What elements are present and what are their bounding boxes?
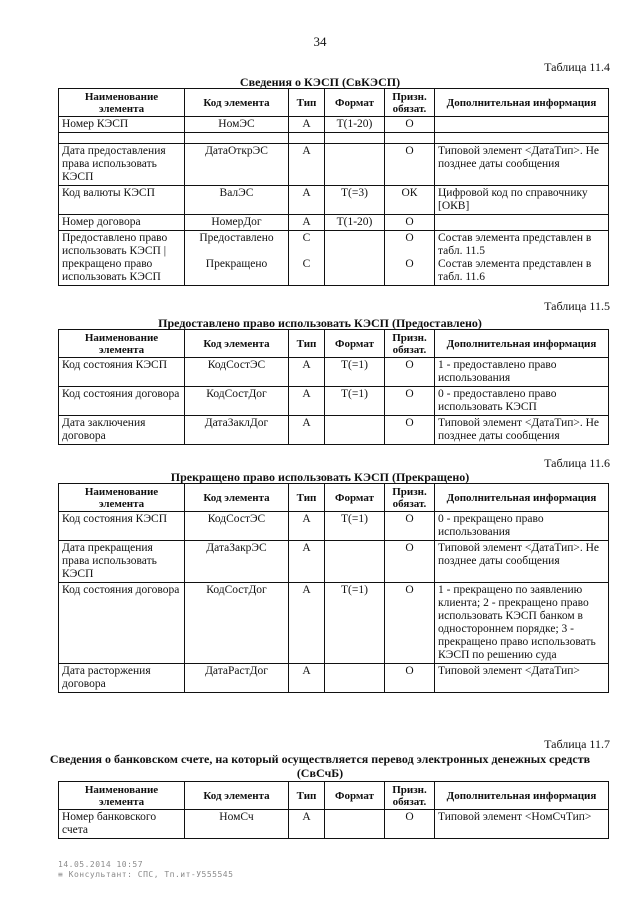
cell-code: ДатаЗаклДог xyxy=(185,416,289,445)
cell-required: О xyxy=(385,358,435,387)
cell-code: ДатаОткрЭС xyxy=(185,144,289,186)
cell-info: Типовой элемент <НомСчТип> xyxy=(435,810,609,839)
cell-code-choice xyxy=(185,231,289,286)
cell-info xyxy=(435,215,609,231)
cell-info xyxy=(435,117,609,133)
header-code: Код элемента xyxy=(185,782,289,810)
cell-type: А xyxy=(289,215,325,231)
cell-code: КодСостДог xyxy=(185,583,289,664)
cell-code: НомерДог xyxy=(185,215,289,231)
cell-name: Код состояния КЭСП xyxy=(59,512,185,541)
table-row xyxy=(59,186,609,215)
cell-type: А xyxy=(289,810,325,839)
header-info: Дополнительная информация xyxy=(435,782,609,810)
choice-required-1: О xyxy=(405,232,414,244)
choice-info-2: Состав элемента представлен в табл. 11.6 xyxy=(438,258,592,283)
table-row xyxy=(59,416,609,445)
cell-type: А xyxy=(289,387,325,416)
cell-format: Т(1-20) xyxy=(325,117,385,133)
cell-format: Т(=1) xyxy=(325,358,385,387)
cell-required: ОК xyxy=(385,186,435,215)
cell-format: Т(1-20) xyxy=(325,215,385,231)
table-row-choice xyxy=(59,231,609,286)
header-name: Наименование элемента xyxy=(59,330,185,358)
cell-type: А xyxy=(289,664,325,693)
table-row xyxy=(59,387,609,416)
cell-name: Номер КЭСП xyxy=(59,117,185,133)
cell-name: Номер договора xyxy=(59,215,185,231)
cell-format xyxy=(325,541,385,583)
header-type: Тип xyxy=(289,484,325,512)
table-row xyxy=(59,144,609,186)
cell-code: КодСостЭС xyxy=(185,358,289,387)
cell-name: Дата расторжения договора xyxy=(59,664,185,693)
cell-required: О xyxy=(385,117,435,133)
cell-required: О xyxy=(385,664,435,693)
table-11-6-label: Таблица 11.6 xyxy=(544,456,610,470)
table-row xyxy=(59,358,609,387)
cell-format xyxy=(325,416,385,445)
header-type: Тип xyxy=(289,89,325,117)
choice-type-1: С xyxy=(302,232,311,244)
header-format: Формат xyxy=(325,782,385,810)
cell-format: Т(=1) xyxy=(325,512,385,541)
choice-code-1: Предоставлено xyxy=(199,232,274,244)
header-code: Код элемента xyxy=(185,89,289,117)
cell-code: НомЭС xyxy=(185,117,289,133)
cell-name: Номер банковского счета xyxy=(59,810,185,839)
cell-required: О xyxy=(385,215,435,231)
cell-format: Т(=1) xyxy=(325,583,385,664)
table-row xyxy=(59,133,609,144)
cell-name: Дата прекращения права использовать КЭСП xyxy=(59,541,185,583)
header-type: Тип xyxy=(289,782,325,810)
header-code: Код элемента xyxy=(185,484,289,512)
header-required: Призн. обязат. xyxy=(385,782,435,810)
header-info: Дополнительная информация xyxy=(435,330,609,358)
choice-info-1: Состав элемента представлен в табл. 11.5 xyxy=(438,232,592,257)
table-11-6-title: Прекращено право использовать КЭСП (Прекращено) xyxy=(170,470,470,484)
cell-required: О xyxy=(385,512,435,541)
print-stamp xyxy=(58,860,233,880)
table-row xyxy=(59,512,609,541)
cell-name: Дата предоставления права использовать КЭСП xyxy=(59,144,185,186)
table-11-7 xyxy=(58,781,609,839)
table-11-5 xyxy=(58,329,609,445)
cell-required: О xyxy=(385,416,435,445)
table-11-5-title: Предоставлено право использовать КЭСП (Предоставлено) xyxy=(158,316,482,330)
print-stamp-line-1: 14.05.2014 10:57 xyxy=(58,860,144,869)
cell-code: НомСч xyxy=(185,810,289,839)
cell-type: А xyxy=(289,186,325,215)
table-11-4-label: Таблица 11.4 xyxy=(544,60,610,74)
cell-type: А xyxy=(289,144,325,186)
cell-format: Т(=3) xyxy=(325,186,385,215)
header-required: Призн. обязат. xyxy=(385,484,435,512)
cell-type: А xyxy=(289,541,325,583)
choice-required-2: О xyxy=(405,258,414,270)
cell-type: А xyxy=(289,583,325,664)
table-11-4-title: Сведения о КЭСП (СвКЭСП) xyxy=(239,75,401,89)
cell-type: А xyxy=(289,358,325,387)
table-row xyxy=(59,541,609,583)
cell-info: 0 - прекращено право использования xyxy=(435,512,609,541)
table-11-4 xyxy=(58,88,609,286)
header-format: Формат xyxy=(325,330,385,358)
header-code: Код элемента xyxy=(185,330,289,358)
cell-required: О xyxy=(385,583,435,664)
cell-required: О xyxy=(385,144,435,186)
cell-code: ВалЭС xyxy=(185,186,289,215)
header-required: Призн. обязат. xyxy=(385,89,435,117)
table-row xyxy=(59,117,609,133)
header-info: Дополнительная информация xyxy=(435,89,609,117)
header-format: Формат xyxy=(325,89,385,117)
cell-required: О xyxy=(385,810,435,839)
cell-code: КодСостДог xyxy=(185,387,289,416)
table-11-6 xyxy=(58,483,609,693)
table-row xyxy=(59,215,609,231)
table-row xyxy=(59,810,609,839)
header-name: Наименование элемента xyxy=(59,89,185,117)
header-required: Призн. обязат. xyxy=(385,330,435,358)
table-row xyxy=(59,583,609,664)
cell-format: Т(=1) xyxy=(325,387,385,416)
cell-info: Типовой элемент <ДатаТип>. Не позднее даты сообщения xyxy=(435,144,609,186)
cell-name: Код состояния КЭСП xyxy=(59,358,185,387)
cell-name: Дата заключения договора xyxy=(59,416,185,445)
cell-format xyxy=(325,231,385,286)
cell-required-choice xyxy=(385,231,435,286)
header-type: Тип xyxy=(289,330,325,358)
cell-info: Типовой элемент <ДатаТип>. Не позднее даты сообщения xyxy=(435,541,609,583)
cell-required: О xyxy=(385,387,435,416)
cell-code: ДатаЗакрЭС xyxy=(185,541,289,583)
cell-type: А xyxy=(289,416,325,445)
cell-code: ДатаРастДог xyxy=(185,664,289,693)
table-11-7-title: Сведения о банковском счете, на который осуществляется перевод электронных денежных средств (СвСчБ) xyxy=(49,752,591,780)
cell-info: 1 - предоставлено право использования xyxy=(435,358,609,387)
cell-name: Код состояния договора xyxy=(59,583,185,664)
choice-type-2: С xyxy=(302,258,311,270)
header-format: Формат xyxy=(325,484,385,512)
choice-code-2: Прекращено xyxy=(205,258,268,270)
cell-name: Предоставлено право использовать КЭСП | прекращено право использовать КЭСП xyxy=(59,231,185,286)
cell-info-choice xyxy=(435,231,609,286)
cell-code: КодСостЭС xyxy=(185,512,289,541)
table-row xyxy=(59,664,609,693)
cell-required: О xyxy=(385,541,435,583)
cell-format xyxy=(325,664,385,693)
cell-name: Код валюты КЭСП xyxy=(59,186,185,215)
cell-info: Типовой элемент <ДатаТип>. Не позднее даты сообщения xyxy=(435,416,609,445)
print-stamp-line-2: ≡ Консультант: СПС, Тп.ит-У555545 xyxy=(58,870,234,879)
cell-type: А xyxy=(289,512,325,541)
header-name: Наименование элемента xyxy=(59,484,185,512)
cell-name: Код состояния договора xyxy=(59,387,185,416)
table-11-7-label: Таблица 11.7 xyxy=(544,737,610,751)
table-11-5-label: Таблица 11.5 xyxy=(544,299,610,313)
header-name: Наименование элемента xyxy=(59,782,185,810)
header-info: Дополнительная информация xyxy=(435,484,609,512)
cell-type: А xyxy=(289,117,325,133)
cell-format xyxy=(325,144,385,186)
cell-info: Цифровой код по справочнику [ОКВ] xyxy=(435,186,609,215)
page-number: 34 xyxy=(313,34,327,49)
cell-format xyxy=(325,810,385,839)
cell-info: 1 - прекращено по заявлению клиента; 2 - прекращено право использовать КЭСП банком в одностороннем порядке; 3 - прекращено право использовать КЭСП по решению суда xyxy=(435,583,609,664)
cell-info: Типовой элемент <ДатаТип> xyxy=(435,664,609,693)
cell-type-choice xyxy=(289,231,325,286)
cell-info: 0 - предоставлено право использовать КЭСП xyxy=(435,387,609,416)
